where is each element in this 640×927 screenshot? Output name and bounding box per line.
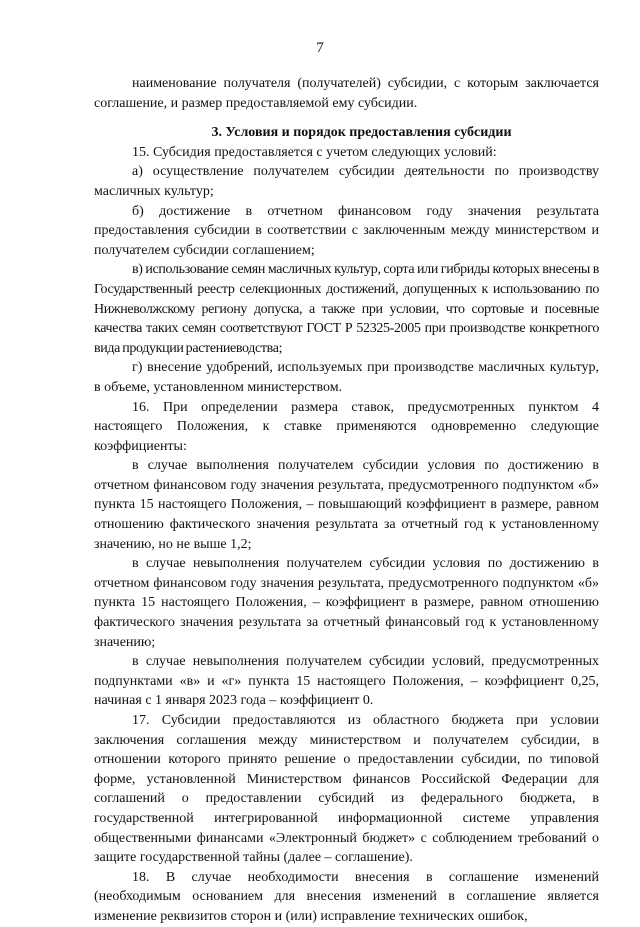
paragraph-16-case-3: в случае невыполнения получателем субсидии условий, предусмотренных подпунктами «в» и «г» пункта 15 настоящего Положения, – коэффициент 0,25, начиная с 1 января 2023 года – коэффициент 0. [94,654,599,709]
paragraph-17: 17. Субсидии предоставляются из областного бюджета при условии заключения соглашения между министерством и получателем субсидии, в отношении которого принято решение о предоставлении субсидии, по типовой форме, установленной Министерством финансов Российской Федерации для соглашений о предоставлении субсидий из федерального бюджета, в государственной интегрированной информационной системе управления общественными финансами «Электронный бюджет» с соблюдением требований о защите государственной тайны (далее – соглашение). [94,713,599,866]
paragraph-16-case-2: в случае невыполнения получателем субсидии условия по достижению в отчетном финансовом году значения результата, предусмотренного подпунктом «б» пункта 15 настоящего Положения, – коэффициент в размере, равном отношению фактического значения результата за отчетный финансовый год к установленному значению; [94,556,599,650]
paragraph-16-intro: 16. При определении размера ставок, предусмотренных пунктом 4 настоящего Положения, к ставке применяются одновременно следующие коэффициенты: [94,399,599,454]
document-body [94,74,599,927]
paragraph-15-intro: 15. Субсидия предоставляется с учетом следующих условий: [132,144,497,160]
page-number: 7 [316,40,324,56]
paragraph-16-case-1: в случае выполнения получателем субсидии условия по достижению в отчетном финансовом году значения результата, предусмотренного подпунктом «б» пункта 15 настоящего Положения, – повышающий коэффициент в размере, равном отношению фактического значения результата за отчетный год к установленному значению, но не выше 1,2; [94,458,599,552]
paragraph-15-a: а) осуществление получателем субсидии деятельности по производству масличных культур; [94,164,599,199]
section-heading: 3. Условия и порядок предоставления субсидии [211,125,512,141]
paragraph-15-v: в) использование семян масличных культур, сорта или гибриды которых внесены в Государственный реестр селекционных достижений, допущенных к использованию по Нижневолжскому региону допуска, а также при условии, что сортовые и посевные качества таких семян соответствуют ГОСТ Р 52325-2005 при производстве конкретного вида продукции растениеводства; [94,262,599,356]
paragraph-18: 18. В случае необходимости внесения в соглашение изменений (необходимым основанием для внесения изменений в соглашение является изменение реквизитов сторон и (или) исправление технических ошибок, [94,869,599,924]
paragraph-15-g: г) внесение удобрений, используемых при производстве масличных культур, в объеме, установленном министерством. [94,360,599,395]
paragraph-continuation: наименование получателя (получателей) субсидии, с которым заключается соглашение, и размер предоставляемой ему субсидии. [94,76,599,111]
paragraph-15-b: б) достижение в отчетном финансовом году значения результата предоставления субсидии в соответствии с заключенным между министерством и получателем субсидии соглашением; [94,203,599,258]
